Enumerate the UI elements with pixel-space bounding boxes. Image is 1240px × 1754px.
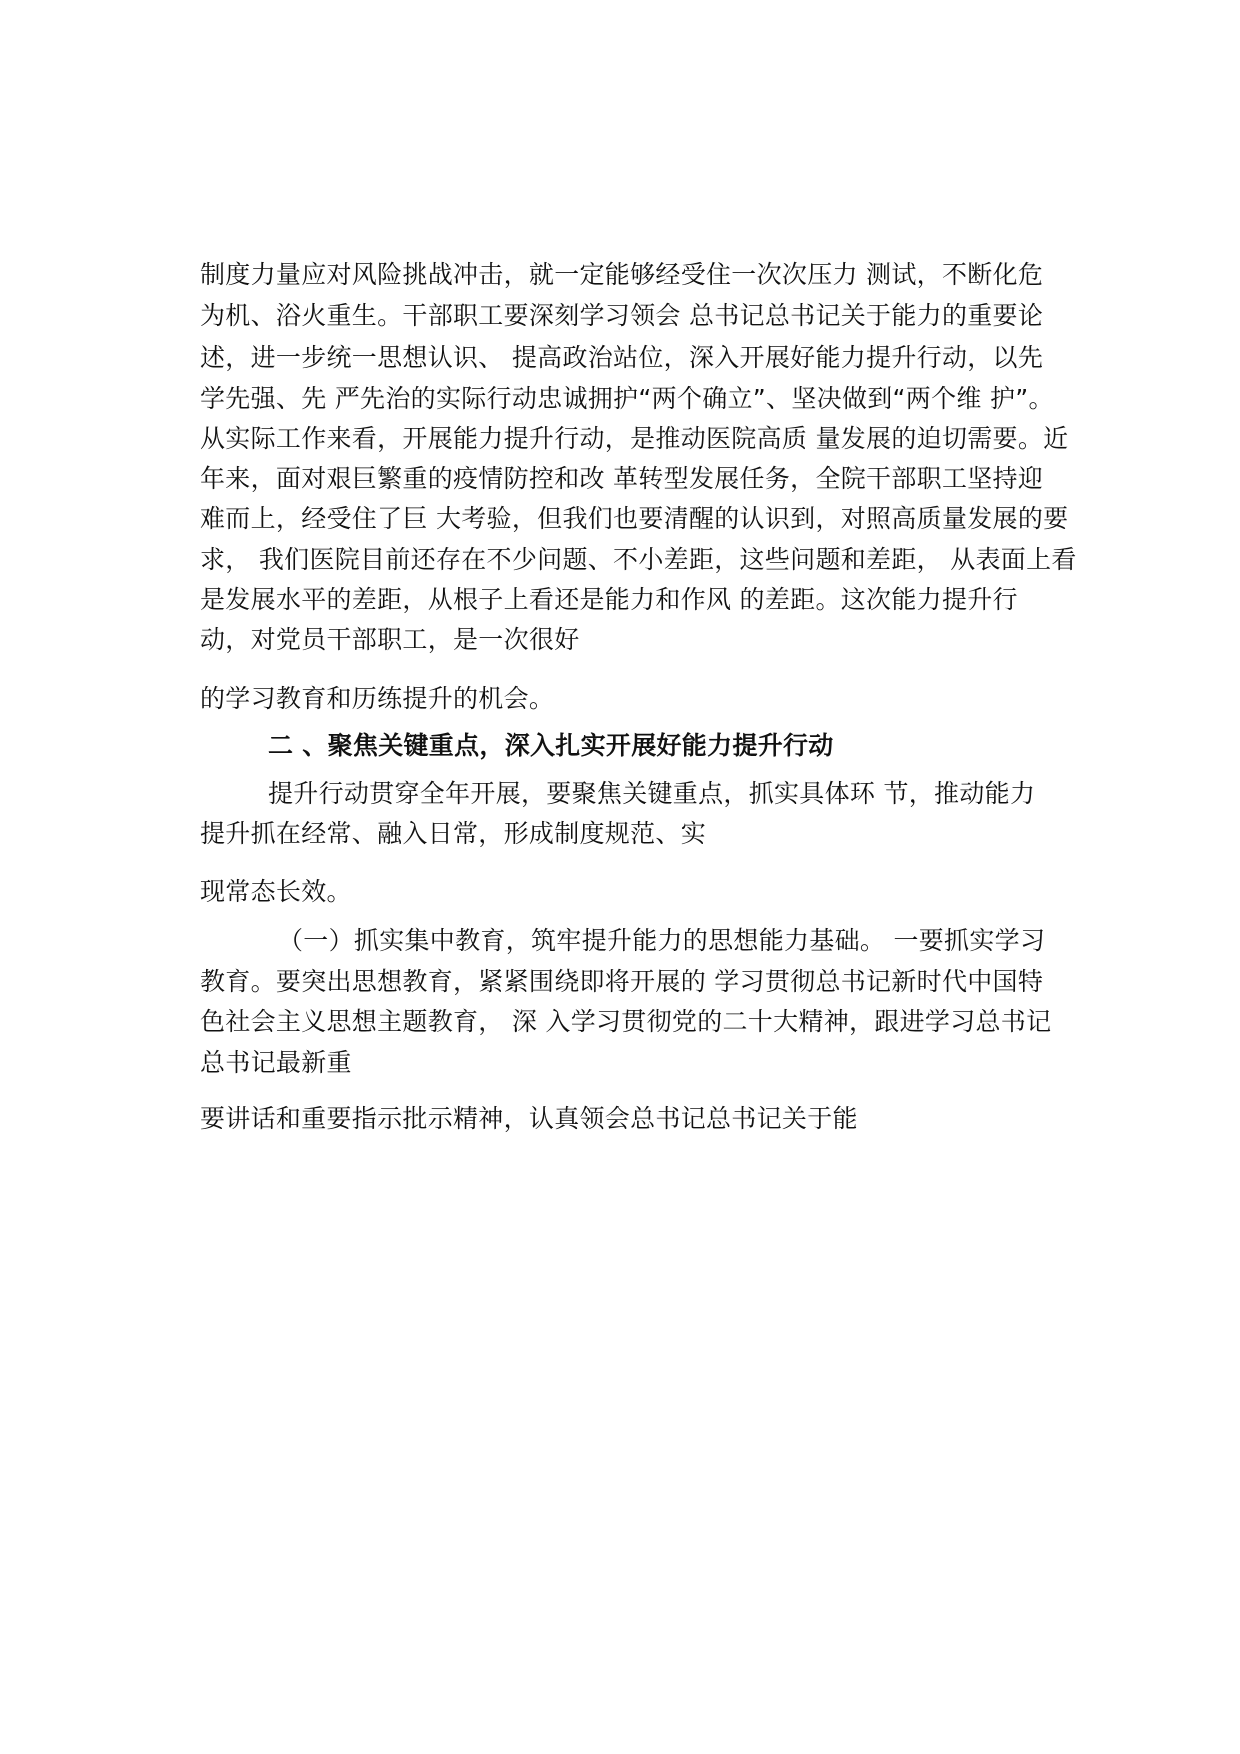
body-text-line: 动，对党员干部职工，是一次很好 (200, 625, 580, 654)
body-text-line: 制度力量应对风险挑战冲击，就一定能够经受住一次次压力 测试，不断化危 (200, 260, 1044, 289)
body-text-line: 难而上，经受住了巨 大考验，但我们也要清醒的认识到，对照高质量发展的要 (200, 504, 1069, 533)
body-text-line: 提升抓在经常、融入日常，形成制度规范、实 (200, 819, 707, 848)
body-text-line: 从实际工作来看，开展能力提升行动，是推动医院高质 量发展的迫切需要。近 (200, 424, 1069, 453)
subsection-line: （一）抓实集中教育，筑牢提升能力的思想能力基础。 一要抓实学习 (278, 926, 1046, 955)
body-text-line: 学先强、先 严先治的实际行动忠诚拥护“两个确立”、坚决做到“两个维 护”。 (200, 384, 1054, 413)
body-text-line: 为机、浴火重生。干部职工要深刻学习领会 总书记总书记关于能力的重要论 (200, 301, 1044, 330)
body-text-line: 的学习教育和历练提升的机会。 (200, 684, 555, 713)
body-text-line: 求， 我们医院目前还存在不少问题、不小差距，这些问题和差距， 从表面上看 (200, 545, 1077, 574)
body-text-line: 教育。要突出思想教育，紧紧围绕即将开展的 学习贯彻总书记新时代中国特 (200, 967, 1044, 996)
body-text-line: 述，进一步统一思想认识、 提高政治站位，深入开展好能力提升行动，以先 (200, 343, 1044, 372)
body-text-line: 是发展水平的差距，从根子上看还是能力和作风 的差距。这次能力提升行 (200, 585, 1018, 614)
body-text-line: 色社会主义思想主题教育， 深 入学习贯彻党的二十大精神，跟进学习总书记 (200, 1007, 1052, 1036)
section-heading: 二 、聚焦关键重点，深入扎实开展好能力提升行动 (268, 731, 834, 760)
paragraph-first-line: 提升行动贯穿全年开展，要聚焦关键重点，抓实具体环 节，推动能力 (268, 779, 1036, 808)
body-text-line: 年来，面对艰巨繁重的疫情防控和改 革转型发展任务，全院干部职工坚持迎 (200, 464, 1044, 493)
body-text-line: 现常态长效。 (200, 877, 352, 906)
body-text-line: 要讲话和重要指示批示精神，认真领会总书记总书记关于能 (200, 1104, 858, 1133)
body-text-line: 总书记最新重 (200, 1048, 352, 1077)
